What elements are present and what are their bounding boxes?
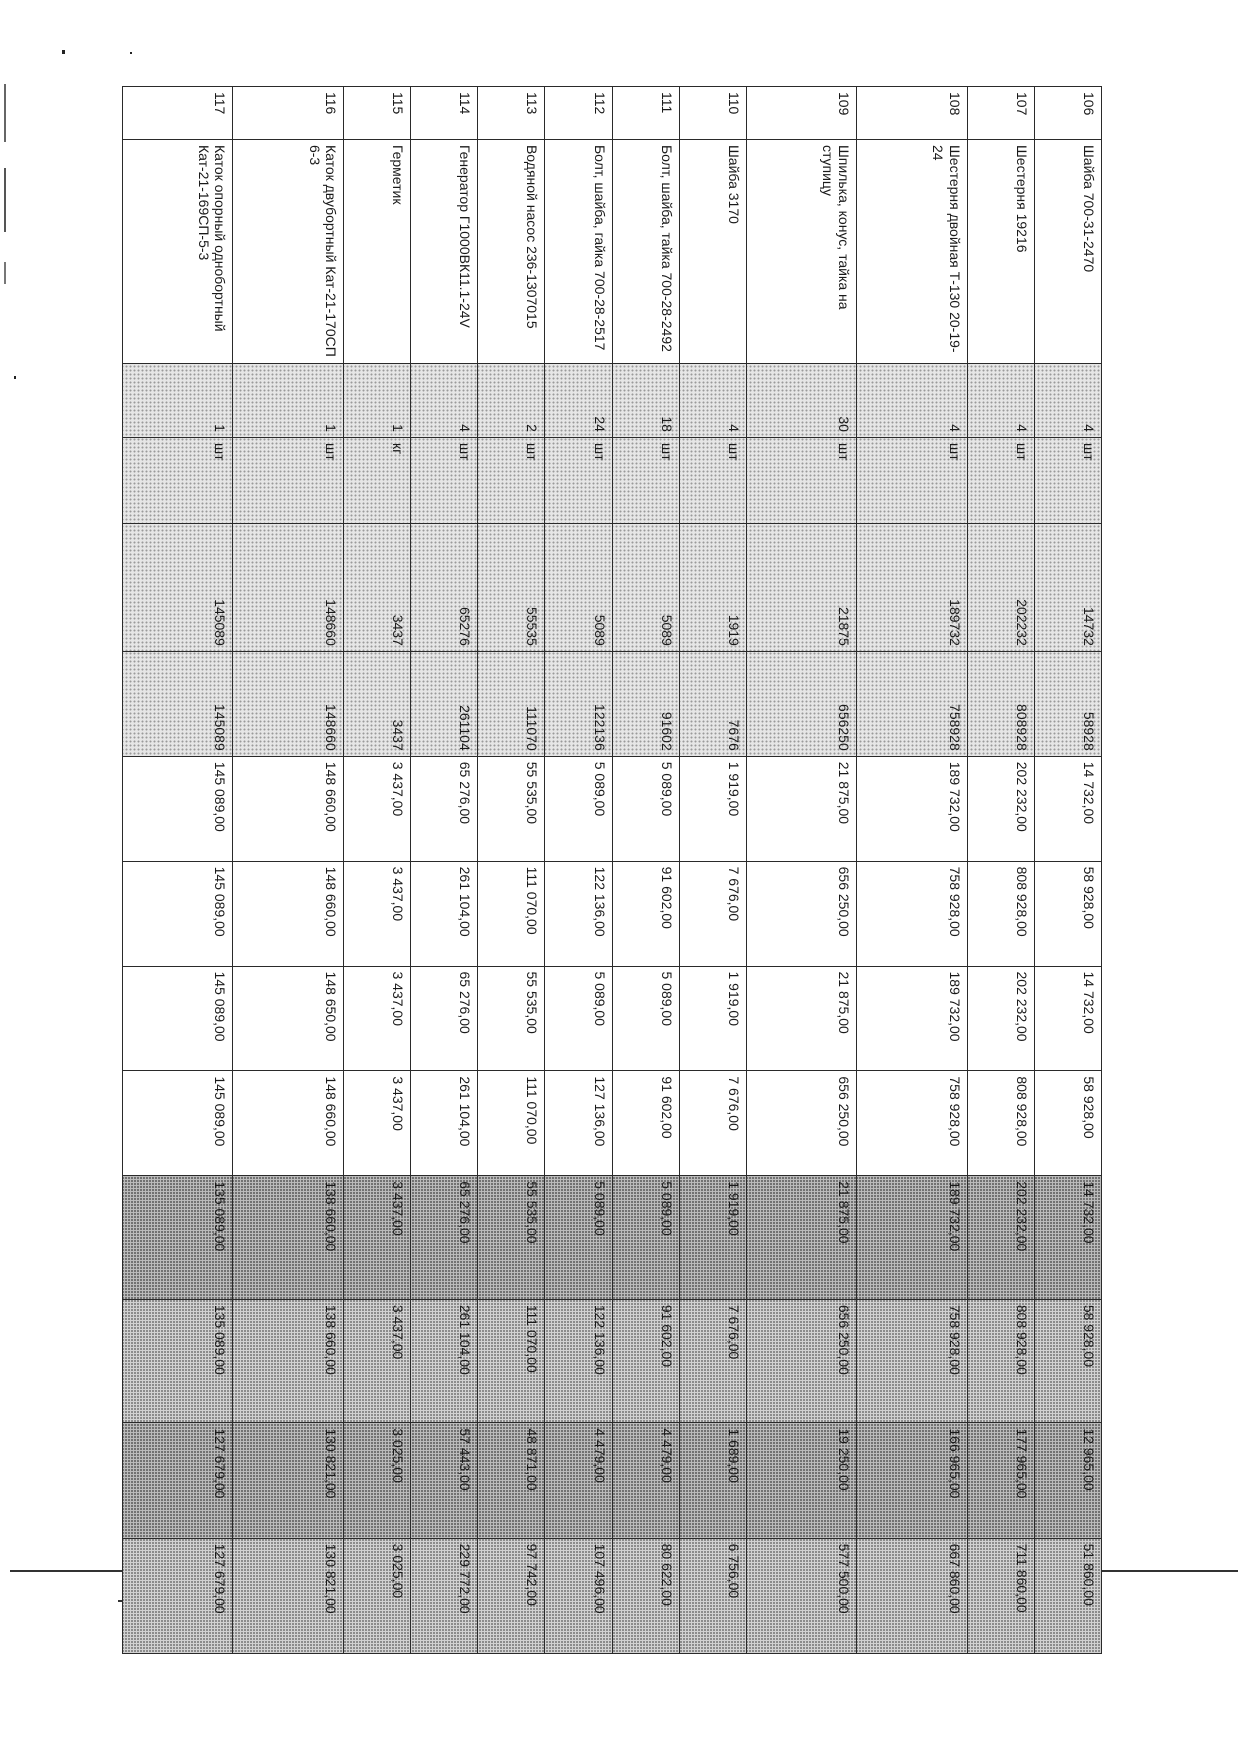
cell-name: Шайба 700-31-2470	[1034, 139, 1101, 363]
cell-price: 55535	[478, 524, 545, 652]
cell-g3: 130 821,00	[233, 1423, 343, 1538]
scan-edge-mark	[4, 84, 6, 142]
table-row	[478, 87, 545, 1654]
cell-c3: 1 919,00	[679, 966, 746, 1071]
cell-c4: 58 928,00	[1034, 1071, 1101, 1176]
cell-g1: 5 089,00	[545, 1176, 612, 1300]
cell-g2: 808 928,00	[967, 1299, 1034, 1423]
cell-price: 5089	[545, 524, 612, 652]
cell-unit: шт	[612, 437, 679, 523]
cell-c2: 3 437,00	[343, 861, 410, 966]
cell-g4: 577 500,00	[746, 1538, 856, 1653]
cell-num: 108	[857, 87, 967, 140]
price-table-body	[123, 87, 1102, 1654]
cell-g3: 12 965,00	[1034, 1423, 1101, 1538]
cell-g4: 80 622,00	[612, 1538, 679, 1653]
scan-mark	[14, 376, 16, 379]
cell-c1: 21 875,00	[746, 756, 856, 861]
cell-g4: 130 821,00	[233, 1538, 343, 1653]
cell-g2: 138 660,00	[233, 1299, 343, 1423]
cell-c3: 202 232,00	[967, 966, 1034, 1071]
cell-num: 106	[1034, 87, 1101, 140]
cell-g2: 58 928,00	[1034, 1299, 1101, 1423]
rotated-table-wrapper	[122, 86, 1102, 1654]
cell-c4: 656 250,00	[746, 1071, 856, 1176]
cell-c1: 3 437,00	[343, 756, 410, 861]
cell-c1: 1 919,00	[679, 756, 746, 861]
cell-total: 758928	[857, 651, 967, 756]
cell-c1: 189 732,00	[857, 756, 967, 861]
table-row	[233, 87, 343, 1654]
cell-qty: 4	[857, 364, 967, 438]
cell-qty: 18	[612, 364, 679, 438]
cell-g2: 122 136,00	[545, 1299, 612, 1423]
cell-num: 110	[679, 87, 746, 140]
cell-name: Шпилька, конус, тайка на ступицу	[746, 139, 856, 363]
cell-name: Шестерня 19216	[967, 139, 1034, 363]
cell-qty: 2	[478, 364, 545, 438]
cell-name: Генератор Г1000ВК11.1-24V	[410, 139, 477, 363]
cell-c3: 14 732,00	[1034, 966, 1101, 1071]
cell-unit: кг	[343, 437, 410, 523]
cell-c1: 148 660,00	[233, 756, 343, 861]
cell-price: 1919	[679, 524, 746, 652]
cell-c1: 5 089,00	[612, 756, 679, 861]
cell-c4: 758 928,00	[857, 1071, 967, 1176]
cell-g2: 111 070,00	[478, 1299, 545, 1423]
cell-c3: 145 089,00	[123, 966, 233, 1071]
cell-unit: шт	[545, 437, 612, 523]
cell-c2: 111 070,00	[478, 861, 545, 966]
cell-c3: 5 089,00	[612, 966, 679, 1071]
cell-qty: 1	[343, 364, 410, 438]
cell-unit: шт	[1034, 437, 1101, 523]
cell-g4: 229 772,00	[410, 1538, 477, 1653]
cell-c2: 91 602,00	[612, 861, 679, 966]
scan-edge-mark	[4, 168, 6, 232]
table-row	[612, 87, 679, 1654]
cell-price: 148660	[233, 524, 343, 652]
scan-mark	[62, 50, 65, 54]
cell-price: 3437	[343, 524, 410, 652]
cell-c1: 65 276,00	[410, 756, 477, 861]
table-row	[1034, 87, 1101, 1654]
cell-unit: шт	[123, 437, 233, 523]
table-row	[679, 87, 746, 1654]
cell-name: Герметик	[343, 139, 410, 363]
table-row	[123, 87, 233, 1654]
cell-c4: 111 070,00	[478, 1071, 545, 1176]
cell-c4: 148 660,00	[233, 1071, 343, 1176]
cell-price: 65276	[410, 524, 477, 652]
cell-c3: 55 535,00	[478, 966, 545, 1071]
cell-c2: 145 089,00	[123, 861, 233, 966]
cell-g2: 261 104,00	[410, 1299, 477, 1423]
cell-name: Водяной насос 236-1307015	[478, 139, 545, 363]
cell-g4: 6 756,00	[679, 1538, 746, 1653]
cell-c3: 5 089,00	[545, 966, 612, 1071]
cell-g3: 1 689,00	[679, 1423, 746, 1538]
cell-g2: 758 928,00	[857, 1299, 967, 1423]
cell-c2: 122 136,00	[545, 861, 612, 966]
cell-c4: 261 104,00	[410, 1071, 477, 1176]
cell-g1: 135 089,00	[123, 1176, 233, 1300]
cell-g1: 5 089,00	[612, 1176, 679, 1300]
cell-name: Каток опорный однобортный Кат-21-169СП-5-3	[123, 139, 233, 363]
cell-unit: шт	[233, 437, 343, 523]
cell-total: 656250	[746, 651, 856, 756]
cell-c2: 656 250,00	[746, 861, 856, 966]
cell-price: 14732	[1034, 524, 1101, 652]
cell-g4: 667 860,00	[857, 1538, 967, 1653]
cell-qty: 4	[410, 364, 477, 438]
table-row	[857, 87, 967, 1654]
cell-c2: 148 660,00	[233, 861, 343, 966]
cell-qty: 1	[123, 364, 233, 438]
cell-total: 148660	[233, 651, 343, 756]
cell-g1: 189 732,00	[857, 1176, 967, 1300]
cell-g1: 202 232,00	[967, 1176, 1034, 1300]
cell-g1: 3 437,00	[343, 1176, 410, 1300]
cell-g1: 65 276,00	[410, 1176, 477, 1300]
cell-qty: 4	[1034, 364, 1101, 438]
cell-g3: 3 025,00	[343, 1423, 410, 1538]
cell-c1: 202 232,00	[967, 756, 1034, 861]
cell-num: 116	[233, 87, 343, 140]
cell-price: 145089	[123, 524, 233, 652]
cell-total: 808928	[967, 651, 1034, 756]
cell-c1: 55 535,00	[478, 756, 545, 861]
cell-price: 189732	[857, 524, 967, 652]
cell-unit: шт	[478, 437, 545, 523]
cell-total: 145089	[123, 651, 233, 756]
cell-unit: шт	[967, 437, 1034, 523]
cell-unit: шт	[679, 437, 746, 523]
cell-g2: 656 250,00	[746, 1299, 856, 1423]
cell-c2: 758 928,00	[857, 861, 967, 966]
cell-total: 261104	[410, 651, 477, 756]
cell-g3: 177 965,00	[967, 1423, 1034, 1538]
cell-name: Болт, шайба, тайка 700-28-2492	[612, 139, 679, 363]
cell-c1: 5 089,00	[545, 756, 612, 861]
cell-g3: 4 479,00	[612, 1423, 679, 1538]
cell-total: 58928	[1034, 651, 1101, 756]
cell-c3: 21 875,00	[746, 966, 856, 1071]
cell-c4: 127 136,00	[545, 1071, 612, 1176]
cell-c2: 58 928,00	[1034, 861, 1101, 966]
cell-c4: 3 437,00	[343, 1071, 410, 1176]
cell-g3: 48 871,00	[478, 1423, 545, 1538]
cell-unit: шт	[857, 437, 967, 523]
cell-g1: 14 732,00	[1034, 1176, 1101, 1300]
cell-qty: 4	[967, 364, 1034, 438]
cell-num: 117	[123, 87, 233, 140]
cell-c2: 808 928,00	[967, 861, 1034, 966]
cell-total: 91602	[612, 651, 679, 756]
cell-num: 114	[410, 87, 477, 140]
cell-c3: 3 437,00	[343, 966, 410, 1071]
cell-g4: 127 679,00	[123, 1538, 233, 1653]
cell-price: 202232	[967, 524, 1034, 652]
cell-price: 5089	[612, 524, 679, 652]
cell-g2: 3 437,00	[343, 1299, 410, 1423]
cell-g4: 711 860,00	[967, 1538, 1034, 1653]
cell-g4: 97 742,00	[478, 1538, 545, 1653]
cell-c1: 145 089,00	[123, 756, 233, 861]
cell-g1: 55 535,00	[478, 1176, 545, 1300]
cell-unit: шт	[746, 437, 856, 523]
cell-num: 109	[746, 87, 856, 140]
cell-total: 3437	[343, 651, 410, 756]
cell-name: Шайба 3170	[679, 139, 746, 363]
cell-qty: 4	[679, 364, 746, 438]
table-row	[967, 87, 1034, 1654]
cell-total: 111070	[478, 651, 545, 756]
cell-g1: 21 875,00	[746, 1176, 856, 1300]
table-row	[746, 87, 856, 1654]
cell-c3: 65 276,00	[410, 966, 477, 1071]
cell-price: 21875	[746, 524, 856, 652]
cell-c4: 7 676,00	[679, 1071, 746, 1176]
cell-g2: 135 089,00	[123, 1299, 233, 1423]
cell-g1: 1 919,00	[679, 1176, 746, 1300]
cell-name: Шестерня двойная Т-130 20-19-24	[857, 139, 967, 363]
cell-num: 111	[612, 87, 679, 140]
cell-c4: 91 602,00	[612, 1071, 679, 1176]
cell-c3: 189 732,00	[857, 966, 967, 1071]
scan-mark	[130, 52, 132, 54]
cell-g3: 57 443,00	[410, 1423, 477, 1538]
cell-unit: шт	[410, 437, 477, 523]
cell-name: Болт, шайба, гайка 700-28-2517	[545, 139, 612, 363]
price-table	[122, 86, 1102, 1654]
cell-num: 107	[967, 87, 1034, 140]
cell-g4: 51 860,00	[1034, 1538, 1101, 1653]
cell-c3: 148 650,00	[233, 966, 343, 1071]
cell-g3: 4 479,00	[545, 1423, 612, 1538]
cell-total: 7676	[679, 651, 746, 756]
cell-c2: 261 104,00	[410, 861, 477, 966]
cell-g3: 127 679,00	[123, 1423, 233, 1538]
cell-g4: 3 025,00	[343, 1538, 410, 1653]
cell-c2: 7 676,00	[679, 861, 746, 966]
table-row	[545, 87, 612, 1654]
cell-g1: 138 660,00	[233, 1176, 343, 1300]
cell-g2: 91 602,00	[612, 1299, 679, 1423]
table-row	[343, 87, 410, 1654]
cell-name: Каток двубортный Кат-21-170СП 6-3	[233, 139, 343, 363]
cell-num: 112	[545, 87, 612, 140]
cell-g2: 7 676,00	[679, 1299, 746, 1423]
cell-total: 122136	[545, 651, 612, 756]
cell-c4: 145 089,00	[123, 1071, 233, 1176]
cell-num: 115	[343, 87, 410, 140]
cell-qty: 24	[545, 364, 612, 438]
cell-qty: 1	[233, 364, 343, 438]
cell-g3: 19 250,00	[746, 1423, 856, 1538]
cell-g3: 166 965,00	[857, 1423, 967, 1538]
cell-qty: 30	[746, 364, 856, 438]
cell-num: 113	[478, 87, 545, 140]
cell-c4: 808 928,00	[967, 1071, 1034, 1176]
scan-edge-mark	[4, 262, 6, 284]
table-row	[410, 87, 477, 1654]
cell-g4: 107 496,00	[545, 1538, 612, 1653]
cell-c1: 14 732,00	[1034, 756, 1101, 861]
